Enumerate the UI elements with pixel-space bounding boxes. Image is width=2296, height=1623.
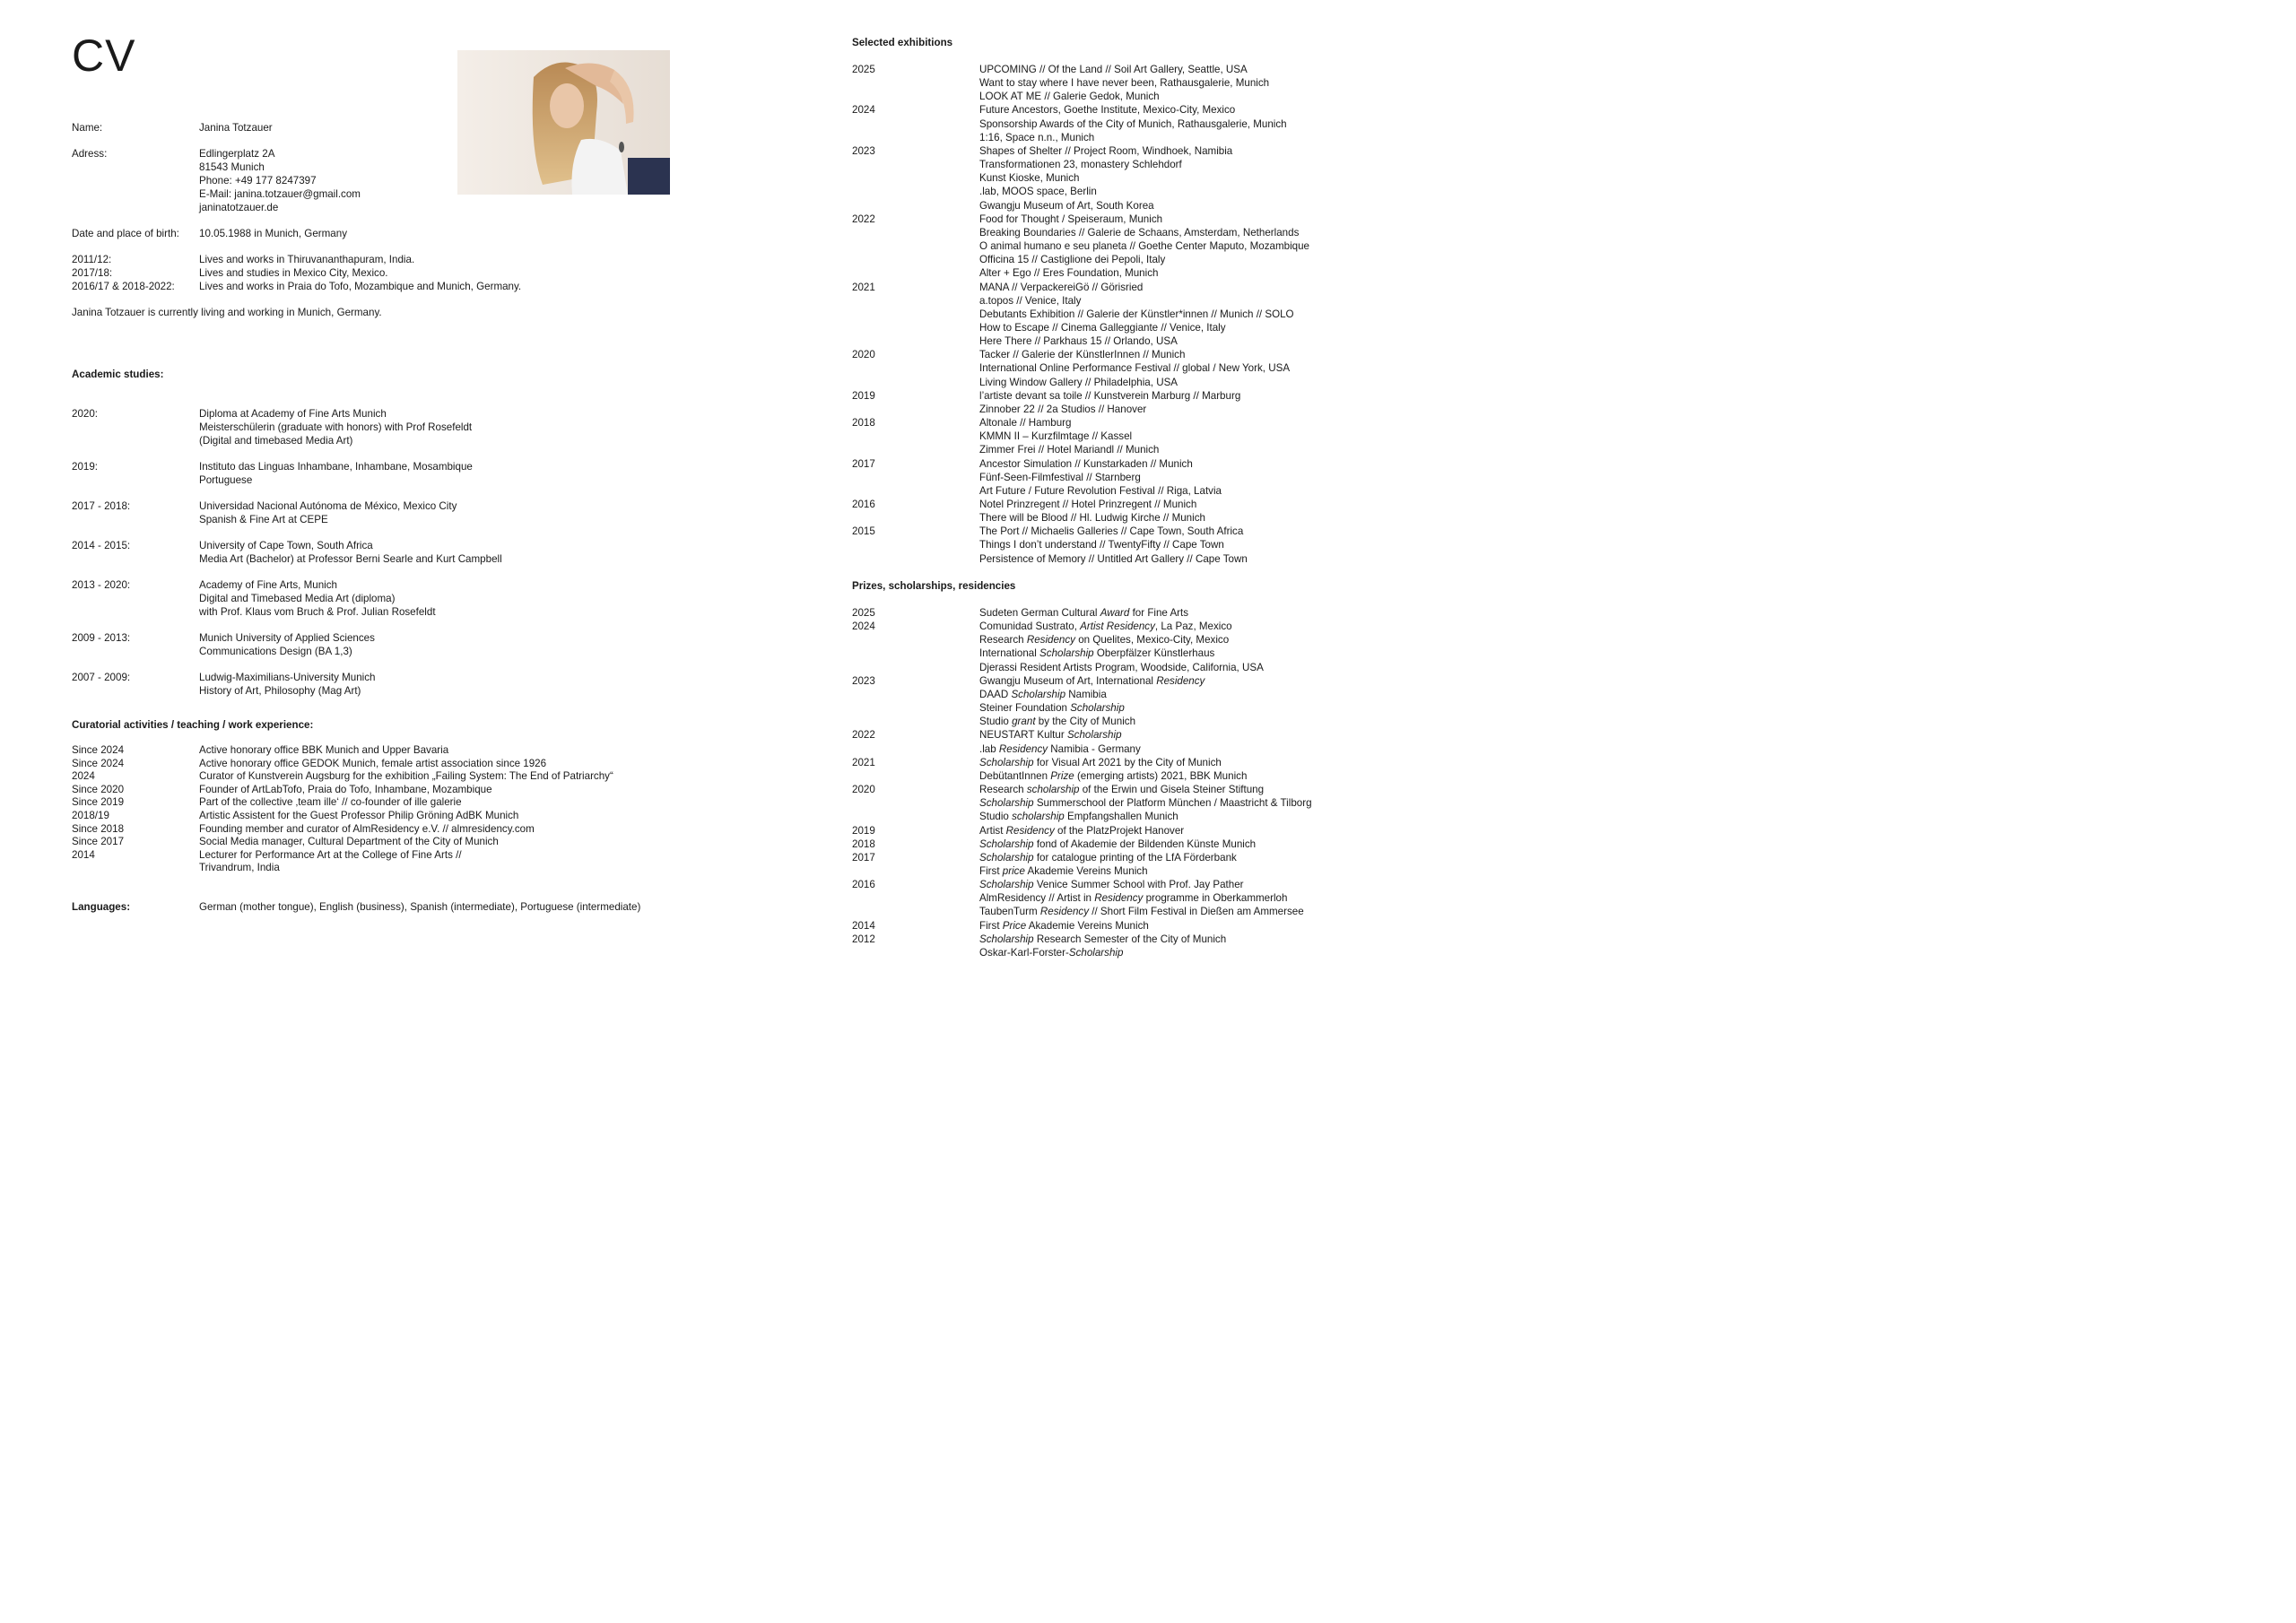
curatorial-text: Curator of Kunstverein Augsburg for the exhibition „Failing System: The End of Patriarchy“ <box>199 770 613 783</box>
prize-year-group <box>852 919 1312 933</box>
exhibition-item: Shapes of Shelter // Project Room, Windhoek, Namibia <box>979 144 1233 157</box>
academic-line: University of Cape Town, South Africa <box>199 540 373 551</box>
languages-text: German (mother tongue), English (business), Spanish (intermediate), Portuguese (intermediate) <box>199 901 641 913</box>
exhibition-item: Zinnober 22 // 2a Studios // Hanover <box>979 403 1147 415</box>
residence-label: 2016/17 & 2018-2022: <box>72 281 175 292</box>
prize-year: 2020 <box>852 784 875 796</box>
prize-item: Steiner Foundation Scholarship <box>979 702 1125 715</box>
exhibition-year-group <box>852 63 1309 103</box>
curatorial-date: Since 2024 <box>72 757 125 769</box>
exhibitions-list <box>852 63 1309 566</box>
academic-line: Instituto das Linguas Inhambane, Inhambane, Mosambique <box>199 461 473 473</box>
curatorial-date: Since 2024 <box>72 744 125 756</box>
academic-heading: Academic studies: <box>72 369 164 380</box>
curatorial-text: Lecturer for Performance Art at the College of Fine Arts // <box>199 848 462 861</box>
exhibition-item: There will be Blood // Hl. Ludwig Kirche // Munich <box>979 512 1205 525</box>
prize-year: 2021 <box>852 756 875 768</box>
prize-year-group <box>852 933 1312 959</box>
exhibition-item: KMMN II – Kurzfilmtage // Kassel <box>979 430 1133 443</box>
prize-item: Research scholarship of the Erwin und Gisela Steiner Stiftung <box>979 784 1265 796</box>
prize-item: DAAD Scholarship Namibia <box>979 688 1107 700</box>
prize-year-group <box>852 851 1312 878</box>
exhibition-item: Zimmer Frei // Hotel Mariandl // Munich <box>979 444 1160 456</box>
academic-entry <box>72 578 502 619</box>
curatorial-entry <box>72 796 613 810</box>
prize-year-group <box>852 824 1312 838</box>
prize-year-group <box>852 878 1312 918</box>
exhibition-year: 2022 <box>852 213 875 225</box>
prize-year: 2023 <box>852 674 875 687</box>
prize-item: Scholarship Research Semester of the City of Munich <box>979 933 1227 945</box>
curatorial-entry <box>72 744 613 758</box>
exhibition-year-group <box>852 144 1309 213</box>
prizes-heading: Prizes, scholarships, residencies <box>852 580 1016 592</box>
exhibition-item: Transformationen 23, monastery Schlehdorf <box>979 159 1182 171</box>
prize-item: Scholarship Summerschool der Platform München / Maastricht & Tilborg <box>979 797 1312 810</box>
prize-item: Gwangju Museum of Art, International Residency <box>979 674 1205 687</box>
exhibition-year-group <box>852 281 1309 349</box>
exhibition-item: International Online Performance Festival // global / New York, USA <box>979 362 1291 375</box>
prize-item: AlmResidency // Artist in Residency programme in Oberkammerloh <box>979 892 1288 905</box>
exhibition-item: .lab, MOOS space, Berlin <box>979 186 1097 198</box>
prize-year: 2016 <box>852 879 875 891</box>
academic-line: Academy of Fine Arts, Munich <box>199 579 338 591</box>
academic-line: Ludwig-Maximilians-University Munich <box>199 672 376 683</box>
exhibition-item: Things I don’t understand // TwentyFifty // Cape Town <box>979 539 1224 551</box>
exhibition-item: The Port // Michaelis Galleries // Cape Town, South Africa <box>979 525 1244 538</box>
prize-item: DebütantInnen Prize (emerging artists) 2021, BBK Munich <box>979 769 1248 782</box>
exhibition-year-group <box>852 416 1309 456</box>
academic-years: 2014 - 2015: <box>72 540 131 551</box>
exhibition-item: Food for Thought / Speiseraum, Munich <box>979 213 1163 225</box>
info-line: 81543 Munich <box>199 161 265 173</box>
curatorial-entry <box>72 758 613 771</box>
exhibition-item: Living Window Gallery // Philadelphia, USA <box>979 376 1178 388</box>
curatorial-text: Artistic Assistent for the Guest Professor Philip Gröning AdBK Munich <box>199 809 519 821</box>
prize-year-group <box>852 756 1312 783</box>
academic-years: 2017 - 2018: <box>72 500 131 512</box>
prize-year-group <box>852 620 1312 674</box>
academic-entry <box>72 631 502 658</box>
academic-entry <box>72 671 502 698</box>
academic-years: 2009 - 2013: <box>72 632 131 644</box>
academic-years: 2013 - 2020: <box>72 579 131 591</box>
languages-heading: Languages: <box>72 901 131 913</box>
exhibition-item: Tacker // Galerie der KünstlerInnen // Munich <box>979 349 1186 361</box>
exhibition-year: 2020 <box>852 349 875 361</box>
curatorial-entry <box>72 849 613 875</box>
curatorial-date: Since 2018 <box>72 822 125 835</box>
academic-line: Diploma at Academy of Fine Arts Munich <box>199 408 387 420</box>
exhibition-item: Gwangju Museum of Art, South Korea <box>979 199 1154 212</box>
prize-year-group <box>852 838 1312 851</box>
info-row-birth <box>72 227 521 240</box>
academic-entry <box>72 460 502 487</box>
exhibition-year: 2016 <box>852 499 875 510</box>
prize-year: 2025 <box>852 607 875 619</box>
exhibition-item: Want to stay where I have never been, Rathausgalerie, Munich <box>979 77 1270 90</box>
residence-label: 2017/18: <box>72 267 113 279</box>
prize-year-group <box>852 674 1312 729</box>
exhibition-year: 2021 <box>852 281 875 293</box>
exhibition-year: 2024 <box>852 104 875 117</box>
exhibition-item: LOOK AT ME // Galerie Gedok, Munich <box>979 91 1160 103</box>
residence-row <box>72 253 521 266</box>
prize-year: 2022 <box>852 729 875 742</box>
exhibition-year: 2025 <box>852 64 875 75</box>
info-line: Phone: +49 177 8247397 <box>199 175 317 187</box>
residence-row <box>72 266 521 280</box>
prize-item: Scholarship for catalogue printing of the LfA Förderbank <box>979 851 1237 864</box>
residence-row <box>72 280 521 293</box>
prize-item: TaubenTurm Residency // Short Film Festival in Dießen am Ammersee <box>979 906 1304 918</box>
residence-text: Lives and works in Praia do Tofo, Mozambique and Munich, Germany. <box>199 281 522 292</box>
curatorial-heading: Curatorial activities / teaching / work experience: <box>72 719 314 731</box>
curatorial-text: Active honorary office GEDOK Munich, female artist association since 1926 <box>199 757 547 769</box>
prize-item: NEUSTART Kultur Scholarship <box>979 729 1122 742</box>
prize-year: 2018 <box>852 838 875 850</box>
curatorial-text: Part of the collective ‚team ille‘ // co-founder of ille galerie <box>199 796 462 809</box>
info-value <box>199 227 347 240</box>
academic-line: Spanish & Fine Art at CEPE <box>199 514 328 525</box>
academic-entry <box>72 499 502 526</box>
prize-item: First price Akademie Vereins Munich <box>979 864 1148 877</box>
prize-item: Sudeten German Cultural Award for Fine Arts <box>979 607 1189 619</box>
curatorial-entry <box>72 836 613 849</box>
exhibition-item: Sponsorship Awards of the City of Munich, Rathausgalerie, Munich <box>979 117 1287 130</box>
academic-years: 2007 - 2009: <box>72 672 131 683</box>
prize-item: Scholarship Venice Summer School with Prof. Jay Pather <box>979 879 1244 891</box>
prize-item: Comunidad Sustrato, Artist Residency, La Paz, Mexico <box>979 621 1232 633</box>
exhibition-item: UPCOMING // Of the Land // Soil Art Gallery, Seattle, USA <box>979 64 1248 75</box>
exhibition-item: Future Ancestors, Goethe Institute, Mexico-City, Mexico <box>979 104 1236 117</box>
exhibition-item: Here There // Parkhaus 15 // Orlando, USA <box>979 335 1178 348</box>
prize-item: Artist Residency of the PlatzProjekt Hanover <box>979 824 1185 837</box>
prize-item: International Scholarship Oberpfälzer Künstlerhaus <box>979 647 1215 660</box>
exhibition-item: Persistence of Memory // Untitled Art Gallery // Cape Town <box>979 552 1248 565</box>
prize-year: 2014 <box>852 919 875 932</box>
curatorial-entry <box>72 770 613 784</box>
exhibition-item: Notel Prinzregent // Hotel Prinzregent // Munich <box>979 499 1197 510</box>
email-link[interactable]: E-Mail: janina.totzauer@gmail.com <box>199 188 361 200</box>
exhibition-item: Kunst Kioske, Munich <box>979 172 1080 185</box>
page-title: CV <box>72 30 136 81</box>
academic-line: with Prof. Klaus vom Bruch & Prof. Julian Rosefeldt <box>199 606 436 618</box>
academic-list <box>72 407 502 698</box>
exhibition-year: 2023 <box>852 144 875 157</box>
exhibition-item: Breaking Boundaries // Galerie de Schaans, Amsterdam, Netherlands <box>979 226 1300 239</box>
curatorial-entry <box>72 823 613 837</box>
info-line: Edlingerplatz 2A <box>199 148 275 160</box>
curatorial-date: Since 2020 <box>72 783 125 795</box>
prize-year: 2017 <box>852 851 875 864</box>
curatorial-list <box>72 744 613 875</box>
curatorial-text: Founding member and curator of AlmResidency e.V. // almresidency.com <box>199 822 535 835</box>
curatorial-date: 2024 <box>72 770 95 783</box>
academic-line: Communications Design (BA 1,3) <box>199 646 352 657</box>
academic-line: Media Art (Bachelor) at Professor Berni Searle and Kurt Campbell <box>199 553 502 565</box>
residence-text: Lives and studies in Mexico City, Mexico. <box>199 267 388 279</box>
prize-item: Djerassi Resident Artists Program, Woodside, California, USA <box>979 661 1264 673</box>
exhibition-item: Debutants Exhibition // Galerie der Künstler*innen // Munich // SOLO <box>979 308 1294 320</box>
website-link[interactable]: janinatotzauer.de <box>199 202 279 213</box>
curatorial-text: Trivandrum, India <box>199 862 280 874</box>
academic-line: Digital and Timebased Media Art (diploma) <box>199 593 396 604</box>
info-label: Adress: <box>72 148 108 160</box>
academic-years: 2019: <box>72 461 99 473</box>
curatorial-text: Social Media manager, Cultural Department of the City of Munich <box>199 836 499 848</box>
exhibition-year: 2015 <box>852 525 875 538</box>
curatorial-text: Founder of ArtLabTofo, Praia do Tofo, Inhambane, Mozambique <box>199 783 492 795</box>
curatorial-date: 2014 <box>72 848 95 861</box>
academic-line: Portuguese <box>199 474 253 486</box>
residence-list <box>72 253 521 293</box>
info-row-name <box>72 121 521 135</box>
curatorial-date: 2018/19 <box>72 809 109 821</box>
prize-year-group <box>852 728 1312 755</box>
exhibition-item: Fünf-Seen-Filmfestival // Starnberg <box>979 471 1141 483</box>
exhibitions-heading: Selected exhibitions <box>852 37 953 48</box>
exhibition-item: How to Escape // Cinema Galleggiante // Venice, Italy <box>979 321 1226 334</box>
curatorial-entry <box>72 784 613 797</box>
academic-line: Meisterschülerin (graduate with honors) with Prof Rosefeldt <box>199 421 473 433</box>
exhibition-item: Officina 15 // Castiglione dei Pepoli, Italy <box>979 254 1166 266</box>
curatorial-date: Since 2017 <box>72 836 125 848</box>
exhibition-year-group <box>852 103 1309 143</box>
residence-label: 2011/12: <box>72 254 112 265</box>
exhibition-year-group <box>852 498 1309 525</box>
info-label: Name: <box>72 122 103 134</box>
prize-year: 2019 <box>852 824 875 837</box>
prize-item: Oskar-Karl-Forster-Scholarship <box>979 946 1124 959</box>
exhibition-year: 2018 <box>852 417 875 430</box>
info-row-address <box>72 147 521 214</box>
info-label: Date and place of birth: <box>72 228 179 239</box>
prize-year-group <box>852 783 1312 823</box>
info-value <box>199 147 361 214</box>
prize-year-group <box>852 606 1312 620</box>
exhibition-year-group <box>852 457 1309 498</box>
exhibition-year-group <box>852 525 1309 565</box>
prize-item: Scholarship fond of Akademie der Bildenden Künste Munich <box>979 838 1257 850</box>
exhibition-item: 1:16, Space n.n., Munich <box>979 131 1095 143</box>
academic-entry <box>72 407 502 447</box>
summary-text: Janina Totzauer is currently living and working in Munich, Germany. <box>72 307 382 318</box>
prize-item: Studio grant by the City of Munich <box>979 716 1136 728</box>
languages-row <box>72 900 640 914</box>
curatorial-entry <box>72 810 613 823</box>
exhibition-year-group <box>852 213 1309 281</box>
exhibition-item: l’artiste devant sa toile // Kunstverein Marburg // Marburg <box>979 389 1241 402</box>
prizes-list <box>852 606 1312 959</box>
personal-info <box>72 121 521 319</box>
info-value <box>199 121 273 135</box>
exhibition-item: Altonale // Hamburg <box>979 417 1072 430</box>
academic-line: Universidad Nacional Autónoma de México, Mexico City <box>199 500 457 512</box>
exhibition-year-group <box>852 389 1309 416</box>
residence-text: Lives and works in Thiruvananthapuram, India. <box>199 254 415 265</box>
info-line: 10.05.1988 in Munich, Germany <box>199 228 347 239</box>
prize-item: Research Residency on Quelites, Mexico-City, Mexico <box>979 634 1230 647</box>
academic-line: Munich University of Applied Sciences <box>199 632 375 644</box>
academic-entry <box>72 539 502 566</box>
exhibition-item: MANA // VerpackereiGö // Görisried <box>979 281 1144 293</box>
academic-line: (Digital and timebased Media Art) <box>199 435 353 447</box>
prize-item: Studio scholarship Empfangshallen Munich <box>979 811 1178 823</box>
prize-item: .lab Residency Namibia - Germany <box>979 742 1141 755</box>
prize-year: 2024 <box>852 621 875 633</box>
exhibition-year: 2019 <box>852 389 875 402</box>
exhibition-item: a.topos // Venice, Italy <box>979 294 1082 307</box>
academic-years: 2020: <box>72 408 99 420</box>
exhibition-year: 2017 <box>852 457 875 470</box>
exhibition-item: Art Future / Future Revolution Festival // Riga, Latvia <box>979 484 1222 497</box>
curatorial-date: Since 2019 <box>72 796 125 809</box>
exhibition-item: Alter + Ego // Eres Foundation, Munich <box>979 267 1159 280</box>
prize-year: 2012 <box>852 933 875 945</box>
exhibition-item: Ancestor Simulation // Kunstarkaden // Munich <box>979 457 1193 470</box>
info-line: Janina Totzauer <box>199 122 273 134</box>
exhibition-year-group <box>852 348 1309 388</box>
curatorial-text: Active honorary office BBK Munich and Upper Bavaria <box>199 744 449 756</box>
academic-line: History of Art, Philosophy (Mag Art) <box>199 685 361 697</box>
prize-item: First Price Akademie Vereins Munich <box>979 919 1149 932</box>
exhibition-item: O animal humano e seu planeta // Goethe Center Maputo, Mozambique <box>979 240 1309 253</box>
prize-item: Scholarship for Visual Art 2021 by the City of Munich <box>979 756 1222 768</box>
